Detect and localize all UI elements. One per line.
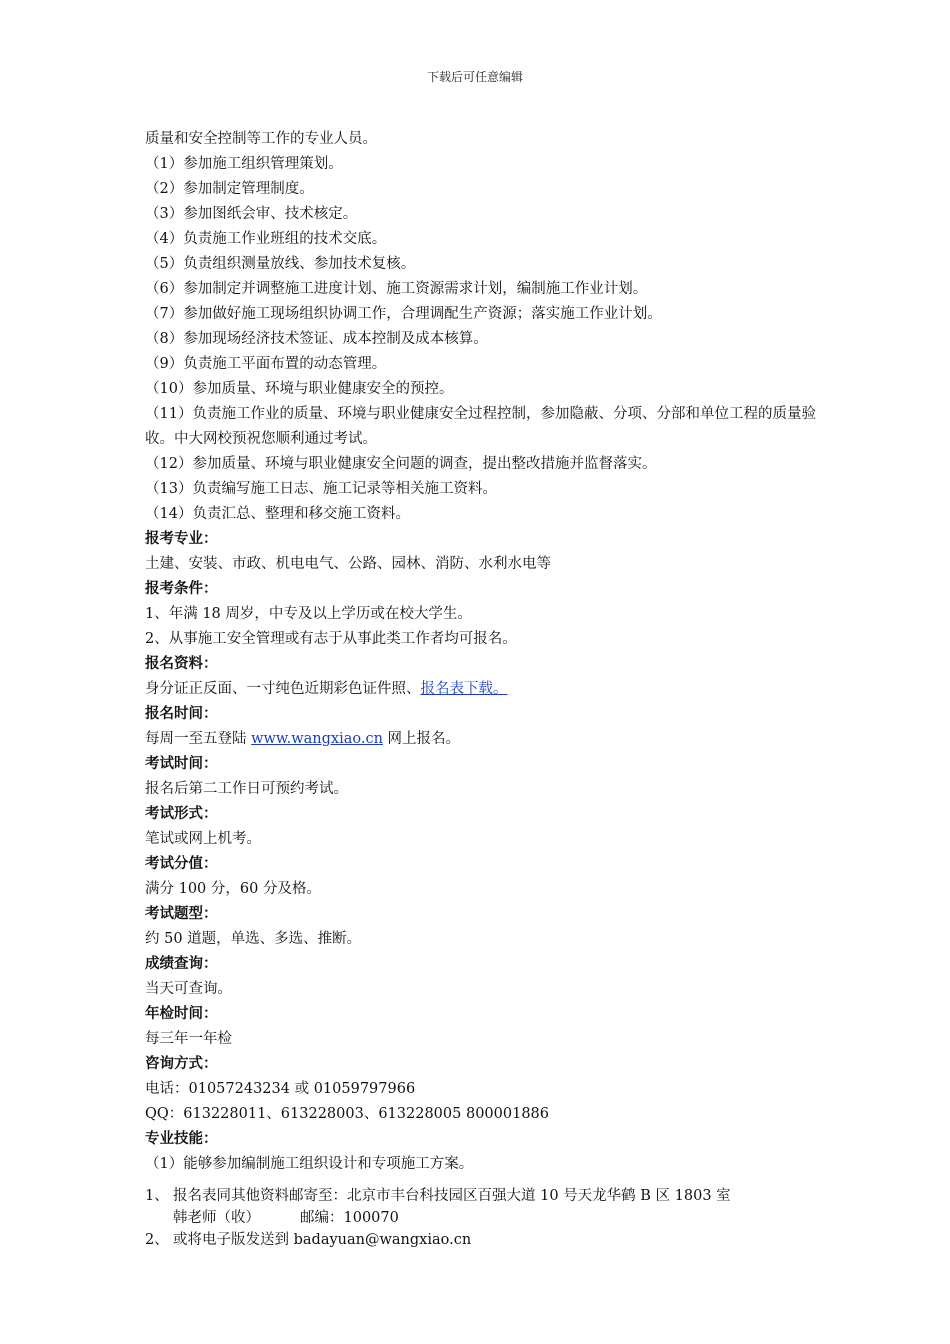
exam-time-text: 报名后第二工作日可预约考试。	[145, 781, 348, 797]
duty-item: （8）参加现场经济技术签证、成本控制及成本核算。	[145, 331, 488, 347]
annual-check-heading: 年检时间：	[145, 1006, 218, 1022]
duty-item: （12）参加质量、环境与职业健康安全问题的调查，提出整改措施并监督落实。	[145, 456, 657, 472]
contact-phone: 电话：01057243234 或 01059797966	[145, 1081, 416, 1097]
skills-heading: 专业技能：	[145, 1131, 218, 1147]
contact-qq: QQ：613228011、613228003、613228005 800001886	[145, 1106, 549, 1122]
duty-item: （6）参加制定并调整施工进度计划、施工资源需求计划，编制施工作业计划。	[145, 281, 648, 297]
skills-item: （1）能够参加编制施工组织设计和专项施工方案。	[145, 1156, 474, 1172]
exam-form-heading: 考试形式：	[145, 806, 218, 822]
intro-line: 质量和安全控制等工作的专业人员。	[145, 131, 377, 147]
page-header: 下载后可任意编辑	[426, 70, 523, 84]
mail-item	[145, 1185, 825, 1207]
exam-time-heading: 考试时间：	[145, 756, 218, 772]
annual-check-text: 每三年一年检	[145, 1031, 232, 1047]
mail-item-number: 2、	[145, 1232, 169, 1248]
mail-instructions	[145, 1185, 825, 1251]
mail-item	[145, 1229, 825, 1251]
duty-item: （5）负责组织测量放线、参加技术复核。	[145, 256, 416, 272]
exam-type-text: 约 50 道题，单选、多选、推断。	[145, 931, 362, 947]
duty-item: （11）负责施工作业的质量、环境与职业健康安全过程控制，参加隐蔽、分项、分部和单位工程的质量验收。中大网校预祝您顺利通过考试。	[145, 406, 816, 447]
form-download-link[interactable]: 报名表下载。	[420, 681, 508, 697]
mail-item-number: 1、	[145, 1188, 169, 1204]
condition-item: 1、年满 18 周岁，中专及以上学历或在校大学生。	[145, 606, 472, 622]
majors-heading: 报考专业：	[145, 531, 218, 547]
exam-score-text: 满分 100 分，60 分及格。	[145, 881, 321, 897]
document-body	[145, 127, 825, 1251]
score-query-text: 当天可查询。	[145, 981, 232, 997]
mail-item-text: 或将电子版发送到 badayuan@wangxiao.cn	[173, 1232, 472, 1248]
duty-item: （9）负责施工平面布置的动态管理。	[145, 356, 387, 372]
condition-item: 2、从事施工安全管理或有志于从事此类工作者均可报名。	[145, 631, 517, 647]
duty-item: （7）参加做好施工现场组织协调工作，合理调配生产资源；落实施工作业计划。	[145, 306, 662, 322]
conditions-heading: 报考条件：	[145, 581, 218, 597]
signup-time-heading: 报名时间：	[145, 706, 218, 722]
duty-item: （10）参加质量、环境与职业健康安全的预控。	[145, 381, 454, 397]
contact-heading: 咨询方式：	[145, 1056, 218, 1072]
majors-text: 土建、安装、市政、机电电气、公路、园林、消防、水利水电等	[145, 556, 551, 572]
duty-item: （2）参加制定管理制度。	[145, 181, 314, 197]
mail-recipient: 韩老师（收）	[173, 1210, 260, 1226]
mail-item-text: 报名表同其他资料邮寄至：北京市丰台科技园区百强大道 10 号天龙华鹤 B 区 1803 室	[173, 1188, 731, 1204]
duty-item: （13）负责编写施工日志、施工记录等相关施工资料。	[145, 481, 497, 497]
signup-time-suffix: 网上报名。	[382, 731, 461, 747]
exam-form-text: 笔试或网上机考。	[145, 831, 261, 847]
signup-time-prefix: 每周一至五登陆	[145, 731, 252, 747]
duty-item: （3）参加图纸会审、技术核定。	[145, 206, 358, 222]
duty-item: （1）参加施工组织管理策划。	[145, 156, 343, 172]
duty-item: （4）负责施工作业班组的技术交底。	[145, 231, 387, 247]
exam-score-heading: 考试分值：	[145, 856, 218, 872]
exam-type-heading: 考试题型：	[145, 906, 218, 922]
materials-text: 身分证正反面、一寸纯色近期彩色证件照、	[145, 681, 421, 697]
materials-line	[145, 677, 825, 702]
signup-time-line	[145, 727, 825, 752]
mail-recipient-line	[145, 1207, 825, 1229]
score-query-heading: 成绩查询：	[145, 956, 218, 972]
materials-heading: 报名资料：	[145, 656, 218, 672]
mail-postcode: 邮编：100070	[300, 1210, 399, 1226]
duty-item: （14）负责汇总、整理和移交施工资料。	[145, 506, 410, 522]
website-link[interactable]: www.wangxiao.cn	[251, 731, 383, 747]
